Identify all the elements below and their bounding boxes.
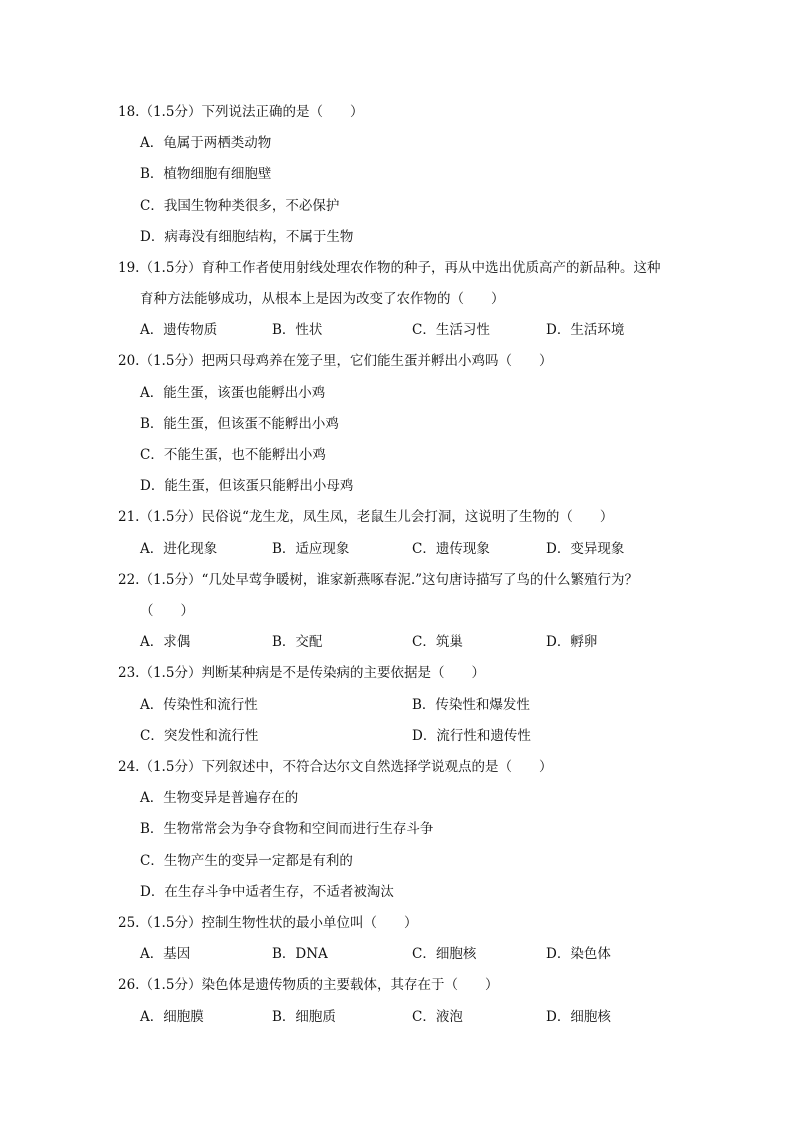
question-19-option-c: C．生活习性	[412, 322, 490, 338]
question-23-stem: 23.（1.5分）判断某种病是不是传染病的主要依据是（ ）	[118, 665, 485, 681]
question-24-option-a: A．生物变异是普遍存在的	[140, 790, 299, 806]
question-25-option-c: C．细胞核	[412, 946, 477, 962]
question-19-option-d: D．生活环境	[546, 322, 625, 338]
question-24-option-c: C．生物产生的变异一定都是有利的	[140, 853, 353, 869]
question-21-option-a: A．进化现象	[140, 541, 218, 557]
question-20-option-b: B．能生蛋，但该蛋不能孵出小鸡	[140, 416, 339, 432]
question-22-stem-continued: （ ）	[140, 603, 194, 619]
question-26-option-a: A．细胞膜	[140, 1009, 204, 1025]
question-24-option-b: B．生物常常会为争夺食物和空间而进行生存斗争	[140, 821, 434, 837]
question-23-option-c: C．突发性和流行性	[140, 728, 259, 744]
question-22-option-d: D．孵卵	[546, 634, 598, 650]
question-25-stem: 25.（1.5分）控制生物性状的最小单位叫（ ）	[118, 915, 418, 931]
question-19-stem-continued: 育种方法能够成功，从根本上是因为改变了农作物的（ ）	[140, 291, 505, 307]
question-21-option-b: B．适应现象	[272, 541, 350, 557]
question-18-option-c: C．我国生物种类很多，不必保护	[140, 198, 340, 214]
question-25-option-d: D．染色体	[546, 946, 611, 962]
question-22-option-c: C．筑巢	[412, 634, 463, 650]
question-18-stem: 18.（1.5分）下列说法正确的是（ ）	[118, 104, 364, 120]
question-23-option-a: A．传染性和流行性	[140, 697, 258, 713]
question-26-option-d: D．细胞核	[546, 1009, 611, 1025]
question-20-option-d: D．能生蛋，但该蛋只能孵出小母鸡	[140, 478, 354, 494]
question-26-option-b: B．细胞质	[272, 1009, 336, 1025]
question-20-option-a: A．能生蛋，该蛋也能孵出小鸡	[140, 385, 326, 401]
question-25-option-b: B．DNA	[272, 946, 328, 962]
question-19-stem: 19.（1.5分）育种工作者使用射线处理农作物的种子，再从中选出优质高产的新品种。这种	[118, 260, 661, 276]
question-22-option-a: A．求偶	[140, 634, 191, 650]
question-24-stem: 24.（1.5分）下列叙述中，不符合达尔文自然选择学说观点的是（ ）	[118, 759, 553, 775]
question-19-option-b: B．性状	[272, 322, 323, 338]
question-20-stem: 20.（1.5分）把两只母鸡养在笼子里，它们能生蛋并孵出小鸡吗（ ）	[118, 353, 553, 369]
question-21-stem: 21.（1.5分）民俗说“龙生龙，凤生凤，老鼠生儿会打洞，这说明了生物的（ ）	[118, 509, 614, 525]
question-21-option-d: D．变异现象	[546, 541, 625, 557]
question-20-option-c: C．不能生蛋，也不能孵出小鸡	[140, 447, 326, 463]
question-23-option-d: D．流行性和遗传性	[412, 728, 531, 744]
question-26-option-c: C．液泡	[412, 1009, 463, 1025]
question-22-stem: 22.（1.5分）“几处早莺争暖树，谁家新燕啄春泥.”这句唐诗描写了鸟的什么繁殖行为？	[118, 572, 639, 588]
question-24-option-d: D．在生存斗争中适者生存，不适者被淘汰	[140, 884, 394, 900]
question-19-option-a: A．遗传物质	[140, 322, 218, 338]
question-18-option-a: A．龟属于两栖类动物	[140, 135, 272, 151]
question-23-option-b: B．传染性和爆发性	[412, 697, 530, 713]
question-21-option-c: C．遗传现象	[412, 541, 490, 557]
question-22-option-b: B．交配	[272, 634, 323, 650]
question-18-option-d: D．病毒没有细胞结构，不属于生物	[140, 229, 354, 245]
question-26-stem: 26.（1.5分）染色体是遗传物质的主要载体，其存在于（ ）	[118, 977, 499, 993]
question-25-option-a: A．基因	[140, 946, 191, 962]
question-18-option-b: B．植物细胞有细胞壁	[140, 166, 272, 182]
